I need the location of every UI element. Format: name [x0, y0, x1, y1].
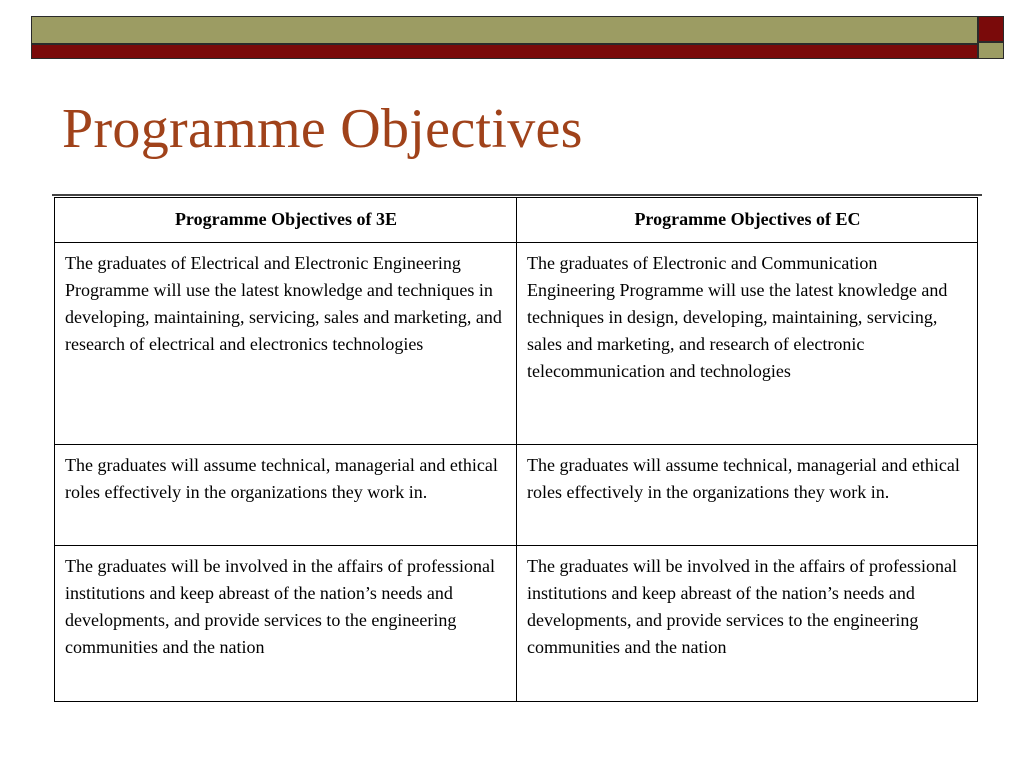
- corner-maroon-square: [978, 16, 1004, 42]
- cell-ec-objective-1: The graduates of Electronic and Communication Engineering Programme will use the latest knowledge and techniques in design, developing, maintaining, servicing, sales and marketing, and research of electronic telecommunication and technologies: [517, 243, 978, 445]
- objectives-table: [54, 197, 978, 702]
- table-row: [55, 546, 978, 702]
- table-row: [55, 243, 978, 445]
- corner-olive-square: [978, 42, 1004, 59]
- table-header-row: [55, 198, 978, 243]
- cell-ec-objective-3: The graduates will be involved in the affairs of professional institutions and keep abreast of the nation’s needs and developments, and provide services to the engineering communities and the nation: [517, 546, 978, 702]
- title-divider: [52, 194, 982, 196]
- header-maroon-band: [31, 44, 978, 59]
- cell-ec-objective-2: The graduates will assume technical, managerial and ethical roles effectively in the organizations they work in.: [517, 445, 978, 546]
- header-3e: Programme Objectives of 3E: [55, 198, 517, 243]
- header-ec: Programme Objectives of EC: [517, 198, 978, 243]
- cell-3e-objective-1: The graduates of Electrical and Electronic Engineering Programme will use the latest knowledge and techniques in developing, maintaining, servicing, sales and marketing, and research of electrical and electronics technologies: [55, 243, 517, 445]
- table-row: [55, 445, 978, 546]
- cell-3e-objective-2: The graduates will assume technical, managerial and ethical roles effectively in the organizations they work in.: [55, 445, 517, 546]
- header-olive-band: [31, 16, 978, 44]
- slide-title: Programme Objectives: [62, 98, 583, 160]
- cell-3e-objective-3: The graduates will be involved in the affairs of professional institutions and keep abreast of the nation’s needs and developments, and provide services to the engineering communities and the nation: [55, 546, 517, 702]
